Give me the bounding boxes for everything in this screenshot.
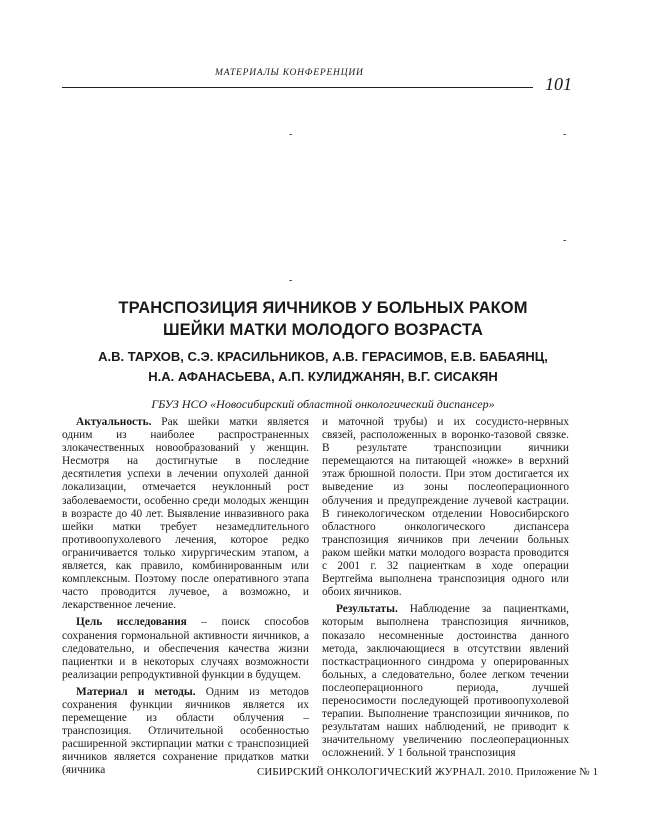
paragraph-methods-continued: и маточной трубы) и их сосудисто-нервных связей, расположенных в воронко-тазовой связке. В результате транспозиции яичники перемещаются на питающей «ножке» в верхний этаж брюшной полости. При этом достигается их выведение из зоны послеоперационного облучения и предупреждение лучевой кастрации. В гинекологическом отделении Новосибирского областного онкологического диспансера транспозиция яичников при лечении больных раком шейки матки молодого возраста проводится с 2001 г. 32 пациенткам в ходе операции Вертгейма выполнена транспозиция одного или обоих яичников. xyxy=(322,416,569,599)
section-label: Актуальность. xyxy=(76,416,152,428)
right-column xyxy=(322,416,569,760)
paragraph-text: Рак шейки матки является одним из наиболее распространенных злокачественных новообразований у женщин. Несмотря на достигнутые в последние десятилетия успехи в лечении опухолей данной локализации, отмечается неуклонный рост заболеваемости, особенно среди молодых женщин в возрасте до 40 лет. Выявление инвазивного рака шейки матки требует незамедлительного противоопухолевого лечения, которое редко ограничивается только хирургическим этапом, а является, как правило, комбинированным или комплексным. Поэтому после оперативного этапа часто проводится лучевое, а возможно, и лекарственное лечение. xyxy=(62,416,309,612)
page-number: 101 xyxy=(545,74,572,94)
section-label: Результаты. xyxy=(336,603,398,616)
authors-line: А.В. ТАРХОВ, С.Э. КРАСИЛЬНИКОВ, А.В. ГЕРАСИМОВ, Е.В. БАБАЯНЦ, xyxy=(98,349,548,364)
journal-footer: СИБИРСКИЙ ОНКОЛОГИЧЕСКИЙ ЖУРНАЛ. 2010. Приложение № 1 xyxy=(257,766,599,778)
authors-line: Н.А. АФАНАСЬЕВА, А.П. КУЛИДЖАНЯН, В.Г. СИСАКЯН xyxy=(148,369,498,384)
affiliation: ГБУЗ НСО «Новосибирский областной онкологический диспансер» xyxy=(151,397,495,411)
section-label: Материал и методы. xyxy=(76,685,196,698)
paragraph-aim xyxy=(62,616,309,681)
margin-mark: - xyxy=(289,275,293,286)
header-rule xyxy=(62,87,533,88)
article-title-line: ТРАНСПОЗИЦИЯ ЯИЧНИКОВ У БОЛЬНЫХ РАКОМ xyxy=(118,299,528,317)
margin-mark: - xyxy=(563,235,567,246)
paragraph-methods xyxy=(62,686,309,778)
authors xyxy=(20,347,626,387)
paragraph-actuality xyxy=(62,416,309,612)
running-title: МАТЕРИАЛЫ КОНФЕРЕНЦИИ xyxy=(215,68,364,78)
article-title-line: ШЕЙКИ МАТКИ МОЛОДОГО ВОЗРАСТА xyxy=(163,321,483,339)
margin-mark: - xyxy=(563,129,567,140)
left-column xyxy=(62,416,309,777)
paragraph-text: Наблюдение за пациентками, которым выполнена транспозиция яичников, показало несомненные достоинства данного метода, заключающиеся в отсутствии явлений посткастрационного синдрома у оперированных больных, а следовательно, более легком течении послеоперационного периода, лучшей переносимости последующей противоопухолевой терапии. Выполнение транспозиции яичников, по результатам наших наблюдений, не приводит к значительному увеличению послеоперационных осложнений. У 1 больной транспозиция xyxy=(322,603,569,760)
paragraph-text: Одним из методов сохранения функции яичников является их перемещение из области облучения – транспозиция. Отличительной особенностью расширенной экстирпации матки с транспозицией яичников является сохранение придатков матки (яичника xyxy=(62,685,309,777)
article-title xyxy=(20,297,626,341)
paragraph-text: – поиск способов сохранения гормональной активности яичников, а следовательно, и обеспечения качества жизни пациентки и в некоторых случаях возможности реализации репродуктивной функции в будущем. xyxy=(62,616,309,681)
paragraph-results xyxy=(322,603,569,760)
margin-mark: - xyxy=(289,129,293,140)
section-label: Цель исследования xyxy=(76,616,187,629)
